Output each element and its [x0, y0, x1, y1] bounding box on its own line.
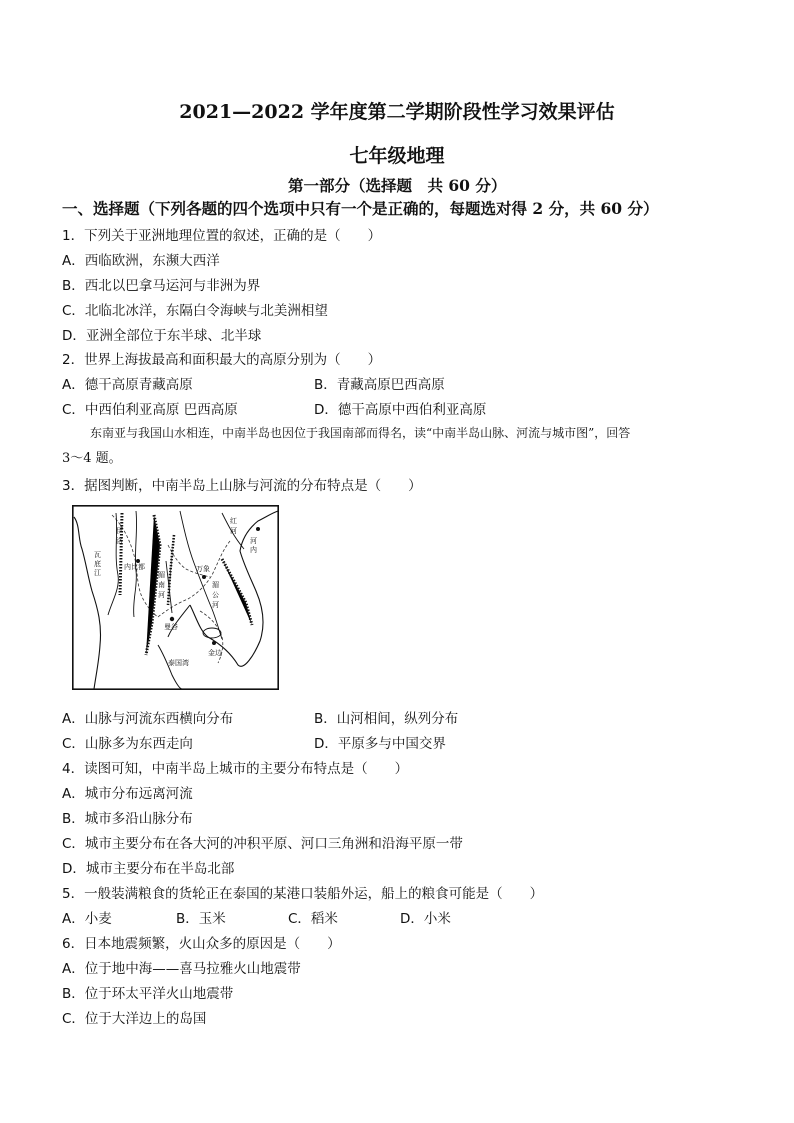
reading-intro-line1: 东南亚与我国山水相连，中南半岛也因位于我国南部而得名，读“中南半岛山脉、河流与城市图”，回答: [90, 426, 631, 440]
question-4-option-b[interactable]: B．城市多沿山脉分布: [62, 811, 193, 827]
question-2-option-b[interactable]: B．青藏高原巴西高原: [314, 377, 445, 393]
map-label-henei-2: 内: [250, 546, 257, 554]
map-label-taiguowan: 泰国湾: [168, 659, 189, 667]
map-label-nan-2: 南: [158, 581, 165, 589]
map-label-mei-1: 湄: [212, 581, 219, 589]
question-1-option-a[interactable]: A．西临欧洲，东濒大西洋: [62, 253, 220, 269]
map-label-wanxiang: 万象: [196, 565, 210, 573]
exam-title: 2021—2022 学年度第二学期阶段性学习效果评估: [179, 101, 615, 123]
question-4-stem: 4．读图可知，中南半岛上城市的主要分布特点是（ ）: [62, 761, 409, 777]
question-3-option-c[interactable]: C．山脉多为东西走向: [62, 736, 193, 752]
question-5-option-a[interactable]: A．小麦: [62, 911, 112, 927]
question-5-option-b[interactable]: B．玉米: [176, 911, 226, 927]
question-2-option-d[interactable]: D．德干高原中西伯利亚高原: [314, 402, 487, 418]
question-4-option-c[interactable]: C．城市主要分布在各大河的冲积平原、河口三角洲和沿海平原一带: [62, 836, 463, 852]
question-2-option-a[interactable]: A．德干高原青藏高原: [62, 377, 193, 393]
question-1-option-b[interactable]: B．西北以巴拿马运河与非洲为界: [62, 278, 261, 294]
map-label-jinbian: 金边: [208, 649, 222, 657]
question-3-option-d[interactable]: D．平原多与中国交界: [314, 736, 446, 752]
map-label-hong: 红: [230, 517, 237, 525]
question-3-option-b[interactable]: B．山河相间，纵列分布: [314, 711, 459, 727]
question-2-option-c[interactable]: C．中西伯利亚高原 巴西高原: [62, 402, 238, 418]
question-1-option-d[interactable]: D．亚洲全部位于东半球、北半球: [62, 328, 262, 344]
reading-intro-line2: 3～4 题。: [62, 451, 122, 466]
map-label-nan-3: 河: [158, 591, 165, 599]
question-6-option-c[interactable]: C．位于大洋边上的岛国: [62, 1011, 207, 1027]
question-3-stem: 3．据图判断，中南半岛上山脉与河流的分布特点是（ ）: [62, 478, 422, 494]
question-3-option-a[interactable]: A．山脉与河流东西横向分布: [62, 711, 234, 727]
map-label-jiang: 江: [94, 569, 101, 577]
question-1-option-c[interactable]: C．北临北冰洋，东隔白令海峡与北美洲相望: [62, 303, 328, 319]
section-heading: 一、选择题（下列各题的四个选项中只有一个是正确的，每题选对得 2 分，共 60 分）: [62, 199, 659, 218]
map-label-luo: 洛: [116, 537, 123, 545]
question-5-stem: 5．一般装满粮食的货轮正在泰国的某港口装船外运，船上的粮食可能是（ ）: [62, 886, 544, 902]
map-label-mei-3: 河: [212, 601, 219, 609]
question-5-option-d[interactable]: D．小米: [400, 911, 451, 927]
map-label-henei-1: 河: [250, 537, 257, 545]
map-label-mangu: 曼谷: [164, 623, 178, 631]
map-label-di: 底: [94, 560, 101, 568]
question-1-stem: 1．下列关于亚洲地理位置的叙述，正确的是（ ）: [62, 228, 382, 244]
map-label-mei-2: 公: [212, 591, 219, 599]
map-label-nan-1: 湄: [158, 571, 165, 579]
map-label-neibidu: 内比都: [124, 563, 145, 571]
question-5-option-c[interactable]: C．稻米: [288, 911, 338, 927]
subject-title: 七年级地理: [349, 145, 445, 167]
question-6-stem: 6．日本地震频繁，火山众多的原因是（ ）: [62, 936, 341, 952]
map-label-yi: 伊: [116, 527, 123, 535]
map-label-he: 河: [230, 527, 237, 535]
question-6-option-b[interactable]: B．位于环太平洋火山地震带: [62, 986, 234, 1002]
part-heading: 第一部分（选择题 共 60 分）: [288, 176, 507, 195]
question-4-option-a[interactable]: A．城市分布远离河流: [62, 786, 193, 802]
question-4-option-d[interactable]: D．城市主要分布在半岛北部: [62, 861, 235, 877]
question-2-stem: 2．世界上海拔最高和面积最大的高原分别为（ ）: [62, 352, 382, 368]
indochina-peninsula-map: [72, 505, 279, 690]
question-6-option-a[interactable]: A．位于地中海——喜马拉雅火山地震带: [62, 961, 301, 977]
map-label-wa: 瓦: [94, 551, 101, 559]
